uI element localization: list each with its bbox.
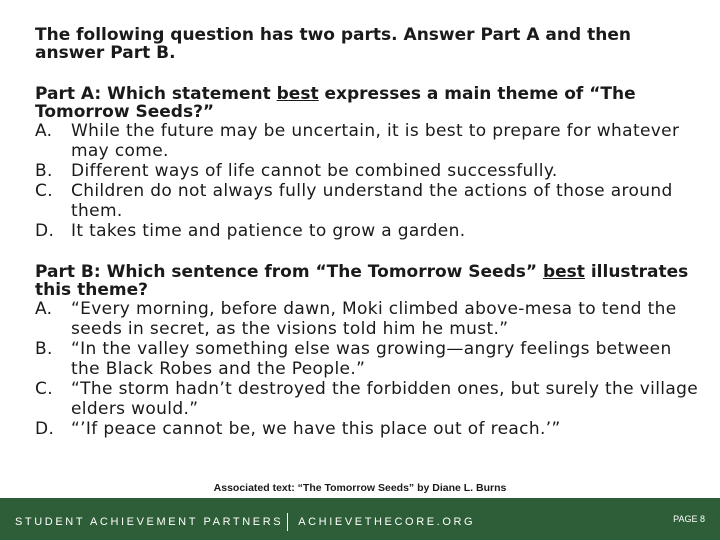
option-text: Children do not always fully understand the actions of those around them. [71,181,673,221]
associated-text-citation: Associated text: “The Tomorrow Seeds” by Diane L. Burns [213,482,507,494]
footer-bar [0,498,720,540]
part-b-option-c[interactable] [35,379,705,419]
part-a-option-a[interactable] [35,121,705,161]
option-text: “In the valley something else was growing—angry feelings between the Black Robes and the People.” [71,339,672,379]
option-text: It takes time and patience to grow a garden. [71,221,466,241]
website-link[interactable]: ACHIEVETHECORE.ORG [298,515,476,528]
part-b-option-b[interactable] [35,339,705,379]
option-letter: B. [35,161,53,181]
part-a-option-d[interactable] [35,221,705,241]
org-name: STUDENT ACHIEVEMENT PARTNERS [15,515,284,528]
option-text: “’If peace cannot be, we have this place out of reach.’” [71,419,561,439]
footer-branding [15,513,475,531]
option-letter: A. [35,299,53,319]
option-letter: A. [35,121,53,141]
part-a-options [35,121,705,241]
part-b-options [35,299,705,439]
question-content [35,24,705,439]
part-b-emphasis: best [542,262,585,282]
page-number: PAGE 8 [673,514,705,524]
instructions: The following question has two parts. Answer Part A and then answer Part B. [35,25,631,63]
option-text: Different ways of life cannot be combined successfully. [71,161,558,181]
option-letter: D. [35,419,55,439]
part-a-emphasis: best [276,84,319,104]
part-b-question-text: Part B: Which sentence from “The Tomorrow Seeds” [35,262,543,282]
option-letter: B. [35,339,53,359]
option-text: “The storm hadn’t destroyed the forbidden ones, but surely the village elders would.” [71,379,699,419]
option-text: “Every morning, before dawn, Moki climbed above-mesa to tend the seeds in secret, as the visions told him he must.” [71,299,677,339]
part-b-question [35,263,705,299]
part-a-option-c[interactable] [35,181,705,221]
footer-divider [287,513,288,531]
option-letter: C. [35,181,53,201]
part-b-question-tail: illustrates this theme? [35,262,689,300]
part-a-question-tail: expresses a main theme of “The Tomorrow Seeds?” [35,84,636,122]
part-b-option-d[interactable] [35,419,705,439]
option-letter: C. [35,379,53,399]
part-a-question-text: Part A: Which statement [35,84,277,104]
part-b-option-a[interactable] [35,299,705,339]
option-letter: D. [35,221,55,241]
part-a-option-b[interactable] [35,161,705,181]
part-a-question [35,85,705,121]
option-text: While the future may be uncertain, it is best to prepare for whatever may come. [71,121,680,161]
